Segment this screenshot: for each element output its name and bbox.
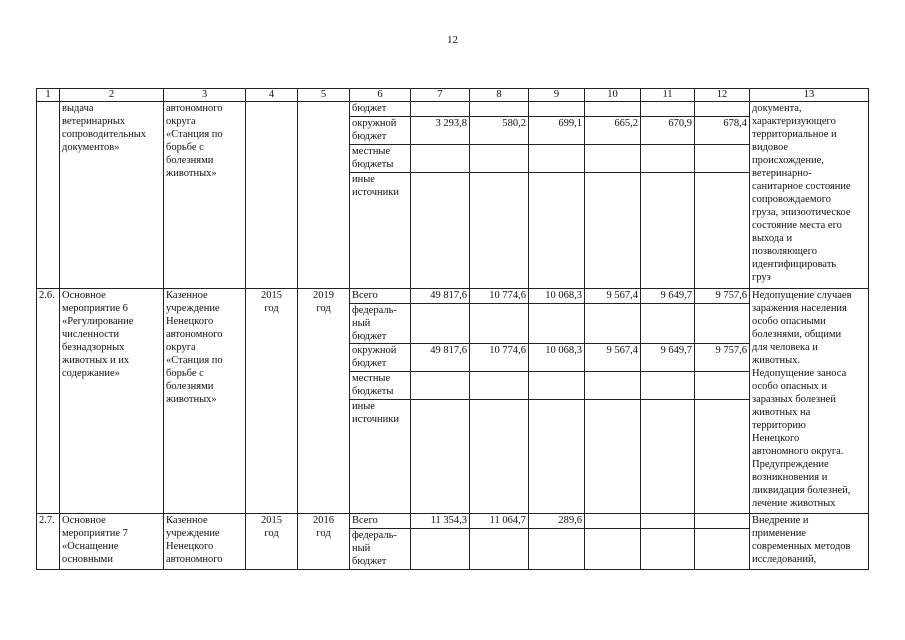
funding-value xyxy=(641,145,695,173)
funding-value xyxy=(470,372,529,400)
funding-source: местные бюджеты xyxy=(350,372,411,400)
table-row xyxy=(37,289,869,304)
funding-value xyxy=(641,173,695,289)
measure-name: Основное мероприятие 6 «Регулирование численности безнадзорных животных и их содержание» xyxy=(60,289,164,514)
funding-value: 9 567,4 xyxy=(585,344,641,372)
funding-value xyxy=(695,372,750,400)
column-number: 7 xyxy=(411,89,470,102)
funding-value xyxy=(470,400,529,514)
executor: Казенное учреждение Ненецкого автономного округа «Станция по борьбе с болезнями животных» xyxy=(164,289,246,514)
end-year: 2016 год xyxy=(298,514,350,570)
funding-value: 10 774,6 xyxy=(470,344,529,372)
funding-value xyxy=(529,372,585,400)
item-number: 2.7. xyxy=(37,514,60,570)
funding-source: бюджет xyxy=(350,102,411,117)
funding-value xyxy=(585,529,641,570)
funding-value xyxy=(585,304,641,344)
funding-value xyxy=(641,102,695,117)
page-number: 12 xyxy=(447,34,458,46)
column-number: 4 xyxy=(246,89,298,102)
funding-value: 11 354,3 xyxy=(411,514,470,529)
table-row xyxy=(37,514,869,529)
funding-source: Всего xyxy=(350,514,411,529)
column-number: 8 xyxy=(470,89,529,102)
executor: Казенное учреждение Ненецкого автономного xyxy=(164,514,246,570)
funding-source: федераль- ный бюджет xyxy=(350,304,411,344)
funding-value xyxy=(529,173,585,289)
program-table xyxy=(36,88,869,570)
funding-value xyxy=(529,304,585,344)
funding-value xyxy=(529,145,585,173)
funding-value xyxy=(411,102,470,117)
funding-value xyxy=(641,514,695,529)
funding-value xyxy=(695,102,750,117)
funding-value xyxy=(585,102,641,117)
funding-value xyxy=(585,173,641,289)
funding-value xyxy=(470,304,529,344)
funding-value: 665,2 xyxy=(585,117,641,145)
funding-source: иные источники xyxy=(350,173,411,289)
column-number: 11 xyxy=(641,89,695,102)
funding-value xyxy=(411,173,470,289)
funding-value: 289,6 xyxy=(529,514,585,529)
funding-value: 10 774,6 xyxy=(470,289,529,304)
funding-value xyxy=(695,173,750,289)
funding-value: 9 757,6 xyxy=(695,289,750,304)
column-number: 12 xyxy=(695,89,750,102)
funding-value: 678,4 xyxy=(695,117,750,145)
funding-value: 9 649,7 xyxy=(641,344,695,372)
column-number: 6 xyxy=(350,89,411,102)
funding-value: 3 293,8 xyxy=(411,117,470,145)
funding-value xyxy=(585,372,641,400)
end-year xyxy=(298,102,350,289)
funding-value xyxy=(529,102,585,117)
column-number-row xyxy=(37,89,869,102)
funding-value xyxy=(470,529,529,570)
expected-result: Внедрение и применение современных методов исследований, xyxy=(750,514,869,570)
funding-value: 580,2 xyxy=(470,117,529,145)
table-row xyxy=(37,102,869,117)
funding-value xyxy=(529,400,585,514)
column-number: 9 xyxy=(529,89,585,102)
start-year: 2015 год xyxy=(246,514,298,570)
funding-value xyxy=(585,400,641,514)
funding-value xyxy=(695,400,750,514)
column-number: 10 xyxy=(585,89,641,102)
funding-source: иные источники xyxy=(350,400,411,514)
funding-value xyxy=(470,145,529,173)
item-number xyxy=(37,102,60,289)
funding-value xyxy=(695,529,750,570)
funding-value: 10 068,3 xyxy=(529,289,585,304)
funding-value xyxy=(695,514,750,529)
funding-value xyxy=(411,372,470,400)
start-year: 2015 год xyxy=(246,289,298,514)
funding-value: 49 817,6 xyxy=(411,289,470,304)
funding-value: 10 068,3 xyxy=(529,344,585,372)
column-number: 2 xyxy=(60,89,164,102)
measure-name: Основное мероприятие 7 «Оснащение основными xyxy=(60,514,164,570)
item-number: 2.6. xyxy=(37,289,60,514)
funding-source: окружной бюджет xyxy=(350,117,411,145)
funding-source: федераль- ный бюджет xyxy=(350,529,411,570)
measure-name: выдача ветеринарных сопроводительных документов» xyxy=(60,102,164,289)
funding-value xyxy=(470,102,529,117)
column-number: 13 xyxy=(750,89,869,102)
funding-value xyxy=(585,145,641,173)
funding-value: 11 064,7 xyxy=(470,514,529,529)
funding-value xyxy=(695,145,750,173)
funding-value xyxy=(411,145,470,173)
funding-value xyxy=(641,529,695,570)
expected-result: Недопущение случаев заражения населения особо опасными болезнями, общими для человека и животных. Недопущение заноса особо опасных и заразных болезней животных на территорию Ненецкого автономного округа. Предупреждение возникновения и ликвидация болезней, лечение животных xyxy=(750,289,869,514)
funding-value: 699,1 xyxy=(529,117,585,145)
expected-result: документа, характеризующего территориальное и видовое происхождение, ветеринарно- санитарное состояние сопровождаемого груза, эпизоотическое состояние места его выхода и позволяющего идентифицировать груз xyxy=(750,102,869,289)
funding-value xyxy=(641,372,695,400)
end-year: 2019 год xyxy=(298,289,350,514)
column-number: 3 xyxy=(164,89,246,102)
executor: автономного округа «Станция по борьбе с болезнями животных» xyxy=(164,102,246,289)
start-year xyxy=(246,102,298,289)
funding-value xyxy=(585,514,641,529)
funding-value xyxy=(695,304,750,344)
funding-value xyxy=(641,400,695,514)
funding-value xyxy=(641,304,695,344)
funding-source: Всего xyxy=(350,289,411,304)
funding-source: местные бюджеты xyxy=(350,145,411,173)
funding-value: 9 567,4 xyxy=(585,289,641,304)
funding-value: 670,9 xyxy=(641,117,695,145)
funding-value xyxy=(529,529,585,570)
column-number: 5 xyxy=(298,89,350,102)
column-number: 1 xyxy=(37,89,60,102)
funding-value: 49 817,6 xyxy=(411,344,470,372)
funding-value xyxy=(411,304,470,344)
funding-value: 9 757,6 xyxy=(695,344,750,372)
funding-value xyxy=(470,173,529,289)
funding-source: окружной бюджет xyxy=(350,344,411,372)
funding-value: 9 649,7 xyxy=(641,289,695,304)
funding-value xyxy=(411,529,470,570)
funding-value xyxy=(411,400,470,514)
